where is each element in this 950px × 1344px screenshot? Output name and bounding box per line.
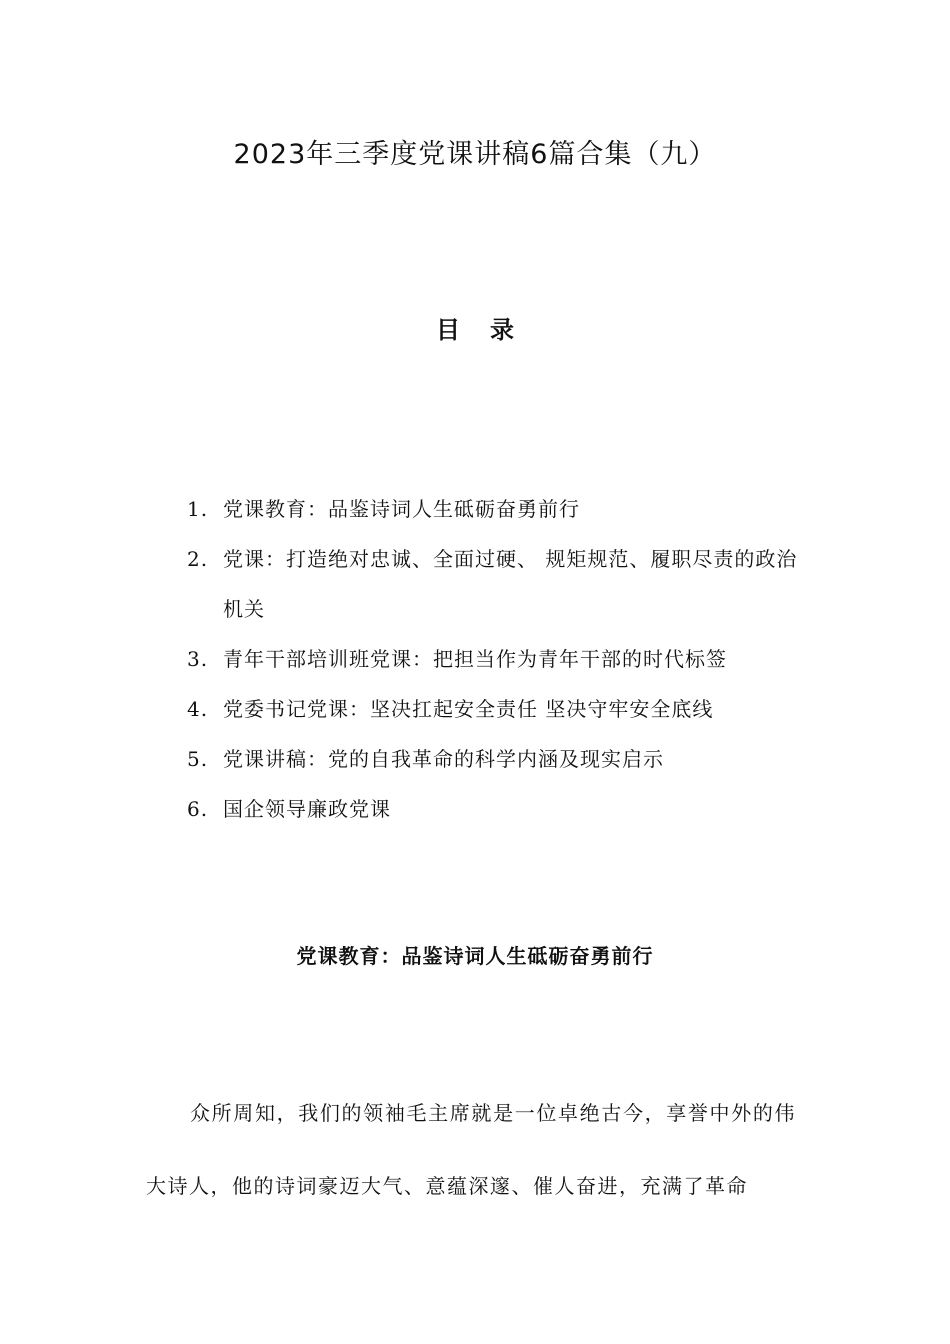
toc-item-number: 5. [187,747,209,771]
toc-item-number: 3. [187,647,209,671]
toc-item-text: 党课：打造绝对忠诚、全面过硬、 规矩规范、履职尽责的政治机关 [223,547,798,621]
toc-item-1 [187,484,807,534]
toc-item-text: 国企领导廉政党课 [223,797,391,821]
toc-item-2 [187,534,807,634]
toc-item-text: 党课讲稿：党的自我革命的科学内涵及现实启示 [223,747,664,771]
toc-item-number: 2. [187,547,209,571]
toc-item-6 [187,784,807,834]
section-title: 党课教育：品鉴诗词人生砥砺奋勇前行 [296,944,654,968]
toc-item-number: 1. [187,497,209,521]
toc-item-4 [187,684,807,734]
toc-item-text: 青年干部培训班党课：把担当作为青年干部的时代标签 [223,647,727,671]
toc-item-number: 4. [187,697,209,721]
toc-item-3 [187,634,807,684]
toc-item-5 [187,734,807,784]
body-paragraph: 众所周知，我们的领袖毛主席就是一位卓绝古今，享誉中外的伟大诗人，他的诗词豪迈大气、意蕴深邃、催人奋进，充满了革命 [146,1101,796,1198]
toc-item-text: 党委书记党课：坚决扛起安全责任 坚决守牢安全底线 [223,697,714,721]
toc-item-number: 6. [187,797,209,821]
toc-heading: 目录 [436,316,544,344]
toc-item-text: 党课教育：品鉴诗词人生砥砺奋勇前行 [223,497,580,521]
document-title: 2023年三季度党课讲稿6篇合集（九） [233,139,717,170]
table-of-contents [187,484,807,834]
